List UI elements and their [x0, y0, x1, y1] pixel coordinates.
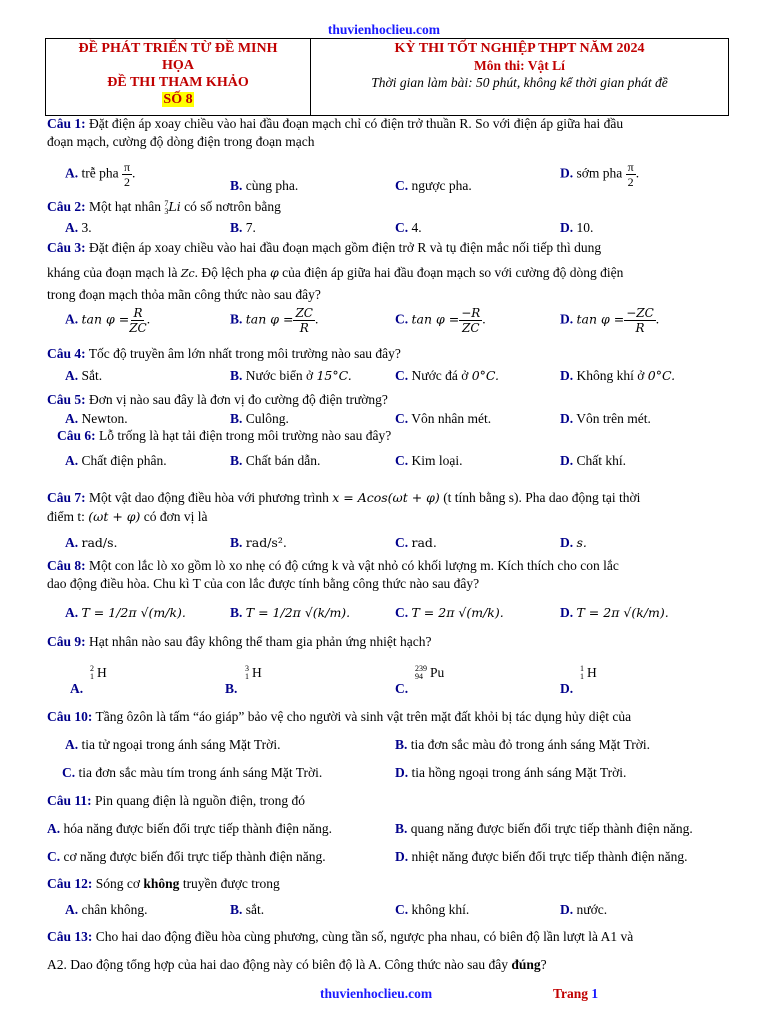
q11-option-a[interactable]: A. hóa năng được biến đổi trực tiếp thành điện năng. [47, 821, 332, 836]
q1-option-b[interactable]: B. cùng pha. [230, 178, 299, 193]
question-7-cont: điểm t: (ωt + φ) có đơn vị là [47, 509, 208, 524]
q10-option-a[interactable]: A. tia tử ngoại trong ánh sáng Mặt Trời. [65, 737, 281, 752]
q10-option-c[interactable]: C. tia đơn sắc màu tím trong ánh sáng Mặt Trời. [62, 765, 323, 780]
q7-option-c[interactable]: C. rad. [395, 535, 437, 550]
header-exam-title: KỲ THI TỐT NGHIỆP THPT NĂM 2024 [394, 41, 645, 56]
q4-option-c[interactable]: C. Nước đá ở 0°C. [395, 368, 499, 383]
question-6: Câu 6: Lỗ trống là hạt tải điện trong môi trường nào sau đây? [57, 428, 392, 443]
q12-option-c[interactable]: C. không khí. [395, 902, 470, 917]
exam-header-right [311, 39, 728, 115]
question-3-cont2: trong đoạn mạch thỏa mãn công thức nào sau đây? [47, 287, 321, 302]
q3-option-a[interactable]: A. tan φ = $\frac{R}{ZC}$ . [65, 306, 151, 335]
question-13: Câu 13: Cho hai dao động điều hòa cùng phương, cùng tần số, ngược pha nhau, có biên độ lần lượt là A1 và [47, 929, 634, 944]
header-exam-number: SỐ 8 [163, 92, 193, 107]
q11-option-b[interactable]: B. quang năng được biến đổi trực tiếp thành điện năng. [395, 821, 693, 836]
header-left-line1: ĐỀ PHÁT TRIỂN TỪ ĐỀ MINH [78, 41, 278, 56]
q8-option-d[interactable]: D. T = 2π √(k/m). [560, 605, 669, 620]
header-left-line2: HỌA [162, 58, 194, 73]
question-7: Câu 7: Một vật dao động điều hòa với phương trình x = Acos(ωt + φ) (t tính bằng s). Pha dao động tại thời [47, 490, 641, 505]
q5-option-a[interactable]: A. Newton. [65, 411, 128, 426]
q1-option-d[interactable]: D. sớm pha $\frac{\pi}{2}$ . [560, 160, 640, 189]
question-3: Câu 3: Đặt điện áp xoay chiều vào hai đầu đoạn mạch gồm điện trở R và tụ điện mắc nối tiếp thì dung [47, 240, 602, 255]
q7-option-a[interactable]: A. rad/s. [65, 535, 118, 550]
question-8-cont: dao động điều hòa. Chu kì T của con lắc được tính bằng công thức nào sau đây? [47, 576, 480, 591]
q12-option-d[interactable]: D. nước. [560, 902, 608, 917]
q5-option-c[interactable]: C. Vôn nhân mét. [395, 411, 492, 426]
q4-option-b[interactable]: B. Nước biển ở 15°C. [230, 368, 352, 383]
q2-option-b[interactable]: B. 7. [230, 220, 256, 235]
site-header-link[interactable]: thuvienhoclieu.com [327, 22, 441, 37]
q2-option-c[interactable]: C. 4. [395, 220, 422, 235]
q2-option-d[interactable]: D. 10. [560, 220, 594, 235]
footer-site-link[interactable]: thuvienhoclieu.com [320, 986, 433, 1001]
q2-option-a[interactable]: A. 3. [65, 220, 92, 235]
question-4: Câu 4: Tốc độ truyền âm lớn nhất trong môi trường nào sau đây? [47, 346, 401, 361]
q7-option-d[interactable]: D. s. [560, 535, 587, 550]
q5-option-b[interactable]: B. Culông. [230, 411, 289, 426]
question-1-cont: đoạn mạch, cường độ dòng điện trong đoạn mạch [47, 134, 315, 149]
header-subject: Môn thi: Vật Lí [474, 58, 565, 73]
question-3-cont: kháng của đoạn mạch là Zc. Độ lệch pha φ của điện áp giữa hai đầu đoạn mạch so với cường độ dòng điện [47, 265, 624, 280]
q8-option-b[interactable]: B. T = 1/2π √(k/m). [230, 605, 351, 620]
exam-header [45, 38, 729, 116]
q6-option-a[interactable]: A. Chất điện phân. [65, 453, 167, 468]
question-2: Câu 2: Một hạt nhân 7 3 Li có số nơtrôn bằng [47, 198, 281, 216]
q8-option-a[interactable]: A. T = 1/2π √(m/k). [65, 605, 186, 620]
q3-option-d[interactable]: D. tan φ = $\frac{-ZC}{R}$ . [560, 306, 660, 335]
q1-option-a[interactable]: A. trễ pha $\frac{\pi}{2}$ . [65, 160, 136, 189]
question-5: Câu 5: Đơn vị nào sau đây là đơn vị đo cường độ điện trường? [47, 392, 388, 407]
question-10: Câu 10: Tầng ôzôn là tấm “áo giáp” bảo vệ cho người và sinh vật trên mặt đất khỏi bị tác dụng hủy diệt của [47, 709, 632, 724]
question-13-cont: A2. Dao động tổng hợp của hai dao động này có biên độ là A. Công thức nào sau đây đúng? [47, 957, 547, 972]
q11-option-c[interactable]: C. cơ năng được biến đổi trực tiếp thành điện năng. [47, 849, 326, 864]
footer-page-number: Trang 1 [553, 986, 599, 1001]
q11-option-d[interactable]: D. nhiệt năng được biến đổi trực tiếp thành điện năng. [395, 849, 688, 864]
header-left-line3: ĐỀ THI THAM KHẢO [107, 75, 249, 90]
question-9: Câu 9: Hạt nhân nào sau đây không thể tham gia phản ứng nhiệt hạch? [47, 634, 432, 649]
q12-option-a[interactable]: A. chân không. [65, 902, 148, 917]
q4-option-d[interactable]: D. Không khí ở 0°C. [560, 368, 676, 383]
question-1: Câu 1: Đặt điện áp xoay chiều vào hai đầu đoạn mạch chỉ có điện trở thuần R. So với điện áp giữa hai đầu [47, 116, 624, 131]
q7-option-b[interactable]: B. rad/s². [230, 535, 287, 550]
q6-option-b[interactable]: B. Chất bán dẫn. [230, 453, 321, 468]
q1-option-c[interactable]: C. ngược pha. [395, 178, 472, 193]
q8-option-c[interactable]: C. T = 2π √(m/k). [395, 605, 504, 620]
q3-option-c[interactable]: C. tan φ = $\frac{-R}{ZC}$ . [395, 306, 486, 335]
question-8: Câu 8: Một con lắc lò xo gồm lò xo nhẹ có độ cứng k và vật nhỏ có khối lượng m. Kích thích cho con lắc [47, 558, 619, 573]
q4-option-a[interactable]: A. Sắt. [65, 368, 103, 383]
q10-option-b[interactable]: B. tia đơn sắc màu đỏ trong ánh sáng Mặt Trời. [395, 737, 651, 752]
q10-option-d[interactable]: D. tia hồng ngoại trong ánh sáng Mặt Trời. [395, 765, 627, 780]
exam-header-left [46, 39, 311, 115]
q6-option-d[interactable]: D. Chất khí. [560, 453, 626, 468]
q6-option-c[interactable]: C. Kim loại. [395, 453, 463, 468]
question-11: Câu 11: Pin quang điện là nguồn điện, trong đó [47, 793, 305, 808]
question-12: Câu 12: Sóng cơ không truyền được trong [47, 876, 280, 891]
q12-option-b[interactable]: B. sắt. [230, 902, 265, 917]
q5-option-d[interactable]: D. Vôn trên mét. [560, 411, 651, 426]
q3-option-b[interactable]: B. tan φ = $\frac{ZC}{R}$ . [230, 306, 319, 335]
header-time: Thời gian làm bài: 50 phút, không kể thời gian phát đề [371, 75, 668, 90]
